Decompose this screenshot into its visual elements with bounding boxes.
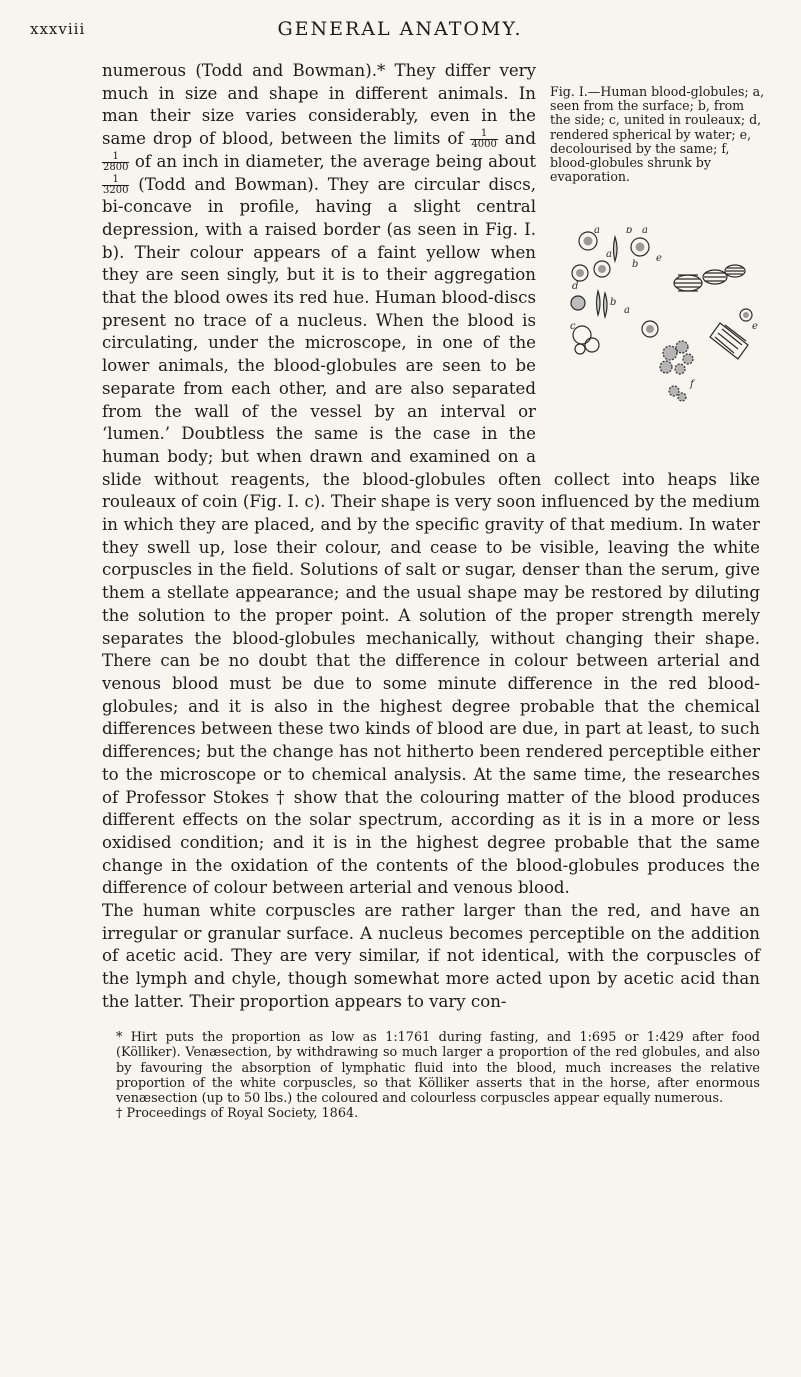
globule-a-lower — [642, 321, 658, 337]
label-e-1: e — [656, 253, 662, 264]
fraction-average: $\frac{1}{3200}$ — [103, 173, 129, 196]
footnote-2: † Proceedings of Royal Society, 1864. — [116, 1106, 359, 1122]
paragraph-1-text-c: of an inch in diameter, the average being about — [129, 151, 536, 171]
paragraph-1-text-b: and — [497, 129, 536, 149]
paragraph-1-text-a: numerous (Todd and Bowman).* They differ very much in size and shape in different animals. In man their size varies considerably, even in the same drop of blood, between the limits of — [102, 61, 536, 149]
globules-f-shrunk — [660, 341, 693, 374]
label-e-2: e — [752, 321, 758, 332]
label-a-4: a — [624, 305, 630, 316]
globule-a-top-right — [631, 238, 649, 256]
label-d: d — [572, 281, 579, 292]
label-a-3: a — [606, 249, 612, 260]
label-b-3: b — [610, 297, 617, 308]
label-f: f — [690, 379, 694, 390]
paragraph-1 — [102, 60, 765, 900]
paragraph-2: The human white corpuscles are rather larger than the red, and have an irregular or granular surface. A nucleus becomes perceptible on the addition of acetic acid. They are very similar, if not identical, with the corpuscles of the lymph and chyle, though somewhat more acted upon by acetic acid than the latter. Their proportion appears to vary con- — [102, 901, 760, 1011]
rouleaux-c-lower — [710, 309, 752, 359]
globule-a-row2-mid — [594, 261, 610, 277]
figure-caption: Fig. I.—Human blood-globules; a, seen from the surface; b, from the side; c, united in rouleaux; d, rendered spherical by water; e, decolourised by the same; f, blood-globules shrunk by evaporation. — [550, 84, 765, 185]
label-a-1: a — [594, 227, 600, 236]
rouleaux-c — [674, 265, 745, 291]
fraction-lower-limit: $\frac{1}{4000}$ — [471, 128, 497, 151]
globule-e-decolourised — [573, 326, 599, 354]
blood-globules-illustration — [570, 227, 762, 435]
globule-b-side-row3 — [597, 291, 608, 317]
label-b-1: b — [626, 227, 633, 236]
fraction-upper-limit: $\frac{1}{2800}$ — [103, 150, 129, 173]
label-b-2: b — [632, 259, 639, 270]
footnote-1: * Hirt puts the proportion as low as 1:1761 during fasting, and 1:695 or 1:429 after food (Kölliker). Venæsection, by withdrawing so much larger a proportion of the red globules, and also by favouring the absorption of lymphatic fluid into the blood, much increases the relative proportion of the white corpuscles, so that Kölliker asserts that in the horse, after enormous venæsection (up to 50 lbs.) the coloured and colourless corpuscles appear equally numerous. — [116, 1030, 760, 1107]
page-number: xxxviii — [30, 20, 86, 38]
label-a-2: a — [642, 227, 648, 236]
globule-a-row2-left — [572, 265, 588, 281]
globule-d-spherical — [571, 296, 585, 310]
footnotes — [102, 1030, 760, 1122]
globules-f-small — [669, 386, 686, 401]
globule-b-side-top — [614, 237, 618, 261]
figure-float — [548, 85, 766, 453]
paragraph-1-text-d: (Todd and Bowman). They are circular discs, bi-concave in profile, having a slight central depression, with a raised border (as seen in Fig. I. b). Their colour appears of a faint yellow when they are seen singly, but it is to their aggregation that the blood owes its red hue. Human blood-discs present no trace of a nucleus. When the blood is circulating, under the microscope, in one of the lower animals, the blood-globules are seen to be separate from each other, and are also separated from the wall of the vessel by an interval or ‘lumen.’ Doubtless the same is the case in the human body; but when drawn and examined on a slide without reagents, the blood-globules often collect into heaps like rouleaux of coin (Fig. I. c). Their shape is very soon influenced by the medium in which they are placed, and by the specific gravity of that medium. In water they swell up, lose their colour, and cease to be visible, leaving the white corpuscles in the field. Solutions of salt or sugar, denser than the serum, give them a stellate appearance; and the usual shape may be restored by diluting the solution to the proper point. A solution of the proper strength merely separates the blood-globules mechanically, without changing their shape. There can be no doubt that the difference in colour between arterial and venous blood must be due to some minute difference in the red blood-globules; and it is also in the highest degree probable that the chemical differences between these two kinds of blood are due, in part at least, to such differences; but the change has not hitherto been rendered perceptible either to the microscope or to chemical analysis. At the same time, the researches of Professor Stokes † show that the colouring matter of the blood produces different effects on the solar spectrum, according as it is in a more or less oxidised condition; and it is in the highest degree probable that the same change in the oxidation of the contents of the blood-globules produces the difference of colour between arterial and venous blood. — [102, 174, 760, 898]
running-title: GENERAL ANATOMY. — [277, 18, 523, 40]
label-c: c — [570, 321, 576, 332]
body-text — [102, 60, 765, 1014]
running-head — [30, 20, 770, 50]
